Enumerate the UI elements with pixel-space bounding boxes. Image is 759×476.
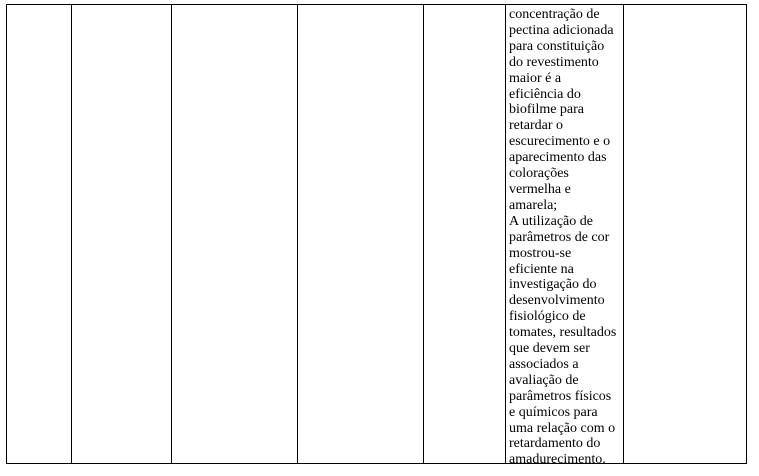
text-line: uma relação com o [509,420,616,436]
text-line: que devem ser [509,341,590,357]
column-divider-3 [297,5,298,463]
conclusion-cell-text [509,7,625,468]
text-line: avaliação de [509,372,579,388]
text-line: retardamento do [509,436,601,452]
text-line: e químicos para [509,404,598,420]
text-line: investigação do [509,277,597,293]
text-line: eficiência do [509,86,581,102]
results-table [6,4,747,468]
text-line: amadurecimento. [509,452,606,468]
text-line: biofilme para [509,102,585,118]
text-line: fisiológico de [509,309,586,325]
text-line: eficiente na [509,261,574,277]
column-divider-1 [71,5,72,463]
text-line: associados a [509,356,579,372]
text-line: amarela; [509,197,558,213]
column-divider-5 [505,5,506,463]
text-line: A utilização de [509,213,593,229]
text-line: colorações [509,166,569,182]
column-divider-2 [171,5,172,463]
text-line: do revestimento [509,54,599,70]
text-line: pectina adicionada [509,22,614,38]
text-line: parâmetros de cor [509,229,610,245]
text-line: maior é a [509,70,562,86]
text-line: desenvolvimento [509,293,605,309]
text-line: mostrou-se [509,245,572,261]
text-line: escurecimento e o [509,134,611,150]
text-line: concentração de [509,7,600,22]
text-line: parâmetros físicos [509,388,612,404]
text-line: tomates, resultados [509,325,617,341]
text-line: para constituição [509,38,605,54]
column-divider-4 [423,5,424,463]
text-line: retardar o [509,118,564,134]
text-line: vermelha e [509,181,571,197]
text-line: aparecimento das [509,150,607,166]
